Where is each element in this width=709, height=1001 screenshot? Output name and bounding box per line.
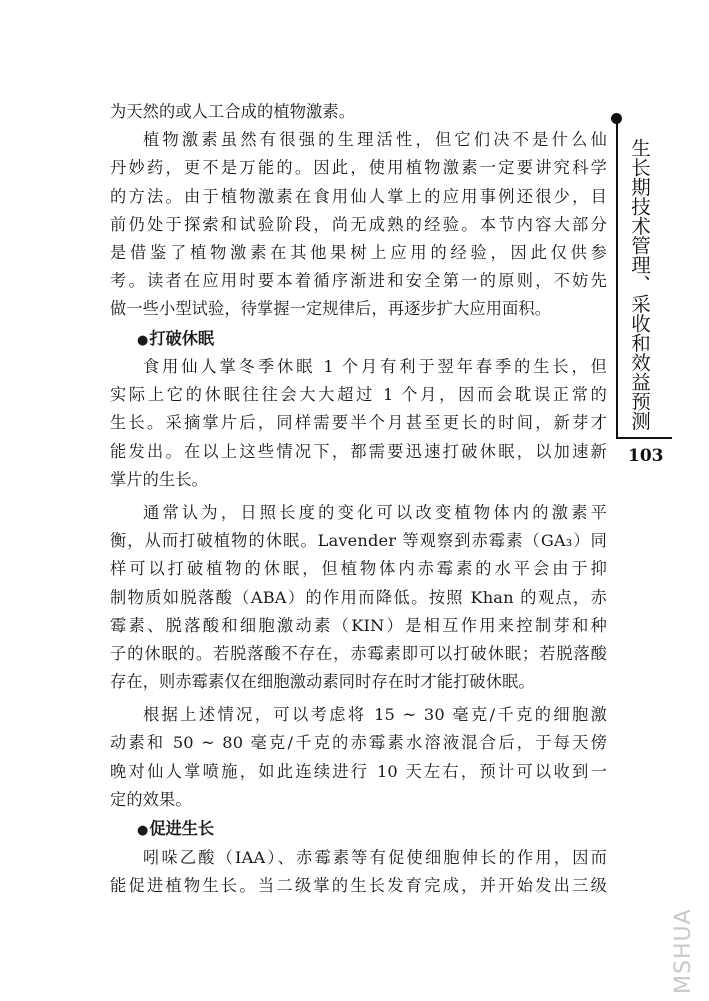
text-line: 动素和 50 ~ 80 毫克/千克的赤霉素水溶液混合后，于每天傍 [110,733,607,753]
watermark: MSHUA [671,908,696,994]
text-line: 能促进植物生长。当二级掌的生长发育完成，并开始发出三级 [110,875,607,895]
text-line: 子的休眠的。若脱落酸不存在，赤霉素即可以打破休眠；若脱落酸 [110,643,607,663]
text-line: 制物质如脱落酸（ABA）的作用而降低。按照 Khan 的观点，赤 [110,587,607,607]
bullet-icon: ● [137,332,149,348]
text-line: 通常认为，日照长度的变化可以改变植物体内的激素平 [143,502,607,522]
section-heading-break-dormancy [110,324,607,354]
text-line: 能发出。在以上这些情况下，都需要迅速打破休眠，以加速新 [110,441,607,461]
section-heading-label: 促进生长 [149,819,215,838]
body-text [110,98,607,900]
text-line: 存在，则赤霉素仅在细胞激动素同时存在时才能打破休眠。 [110,672,535,692]
text-line: 定的效果。 [110,789,192,809]
text-line: 植物激素虽然有很强的生理活性，但它们决不是什么仙 [143,130,607,150]
text-line: 为天然的或人工合成的植物激素。 [110,102,356,121]
bullet-icon: ● [137,823,149,838]
text-line: 晚对仙人掌喷施，如此连续进行 10 天左右，预计可以收到一 [110,761,607,781]
page-number: 103 [628,446,664,466]
text-line: 样可以打破植物的休眠，但植物体内赤霉素的水平会由于抑 [110,559,607,579]
text-line: 前仍处于探索和试验阶段，尚无成熟的经验。本节内容大部分 [110,214,607,234]
section-heading-label: 打破休眠 [149,328,215,348]
text-line: 丹妙药，更不是万能的。因此，使用植物激素一定要讲究科学 [110,158,607,178]
text-line: 食用仙人掌冬季休眠 1 个月有利于翌年春季的生长，但 [143,357,607,376]
text-line: 考。读者在应用时要本着循序渐进和安全第一的原则，不妨先 [110,271,607,291]
text-line: 生长。采摘掌片后，同样需要半个月甚至更长的时间，新芽才 [110,413,607,433]
text-line: 做一些小型试验，待掌握一定规律后，再逐步扩大应用面积。 [110,299,552,319]
text-line: 霉素、脱落酸和细胞激动素（KIN）是相互作用来控制芽和种 [110,615,607,635]
text-line: 实际上它的休眠往往会大大超过 1 个月，因而会耽误正常的 [110,385,607,405]
section-heading-promote-growth [110,814,607,844]
text-line: 的方法。由于植物激素在食用仙人掌上的应用事例还很少，目 [110,186,607,206]
text-line: 根据上述情况，可以考虑将 15 ~ 30 毫克/千克的细胞激 [143,705,607,725]
side-vertical-rule [616,120,618,438]
chapter-title-vertical: 生长期技术管理、采收和效益预测 [628,138,651,431]
text-line: 吲哚乙酸（IAA）、赤霉素等有促使细胞伸长的作用，因而 [143,847,607,867]
text-line: 衡，从而打破植物的休眠。Lavender 等观察到赤霉素（GA₃）同 [110,531,607,551]
text-line: 是借鉴了植物激素在其他果树上应用的经验，因此仅供参 [110,242,607,262]
text-line: 掌片的生长。 [110,469,209,489]
